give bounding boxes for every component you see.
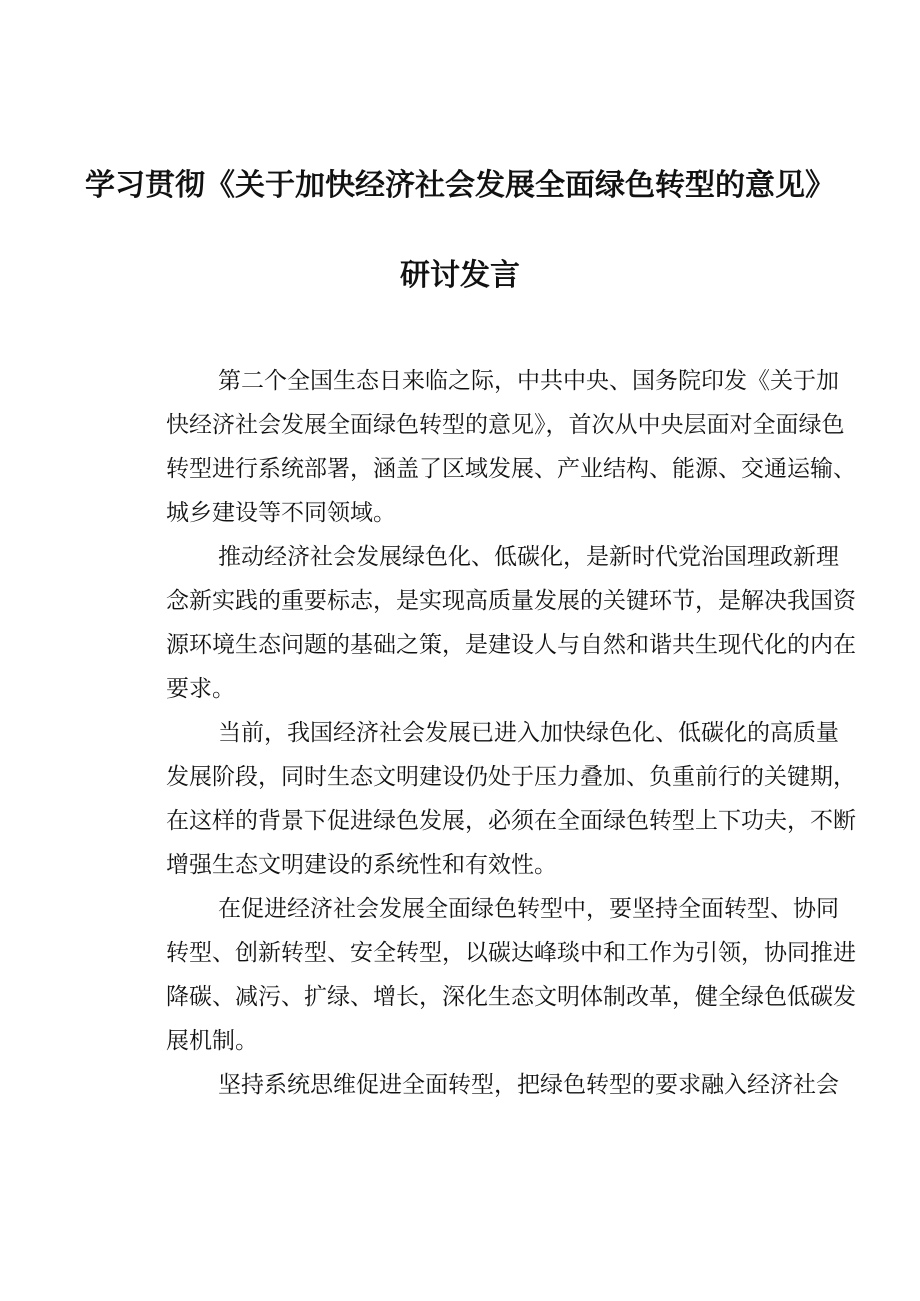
paragraph-3 (120, 711, 856, 887)
paragraph-4 (120, 887, 856, 1063)
paragraph-line: 在这样的背景下促进绿色发展，必须在全面绿色转型上下功夫，不断 (166, 808, 856, 834)
paragraph-line: 坚持系统思维促进全面转型，把绿色转型的要求融入经济社会 (218, 1072, 839, 1098)
paragraph-line: 城乡建设等不同领域。 (166, 500, 396, 526)
paragraph-line: 展机制。 (166, 1028, 258, 1054)
paragraph-line: 发展阶段，同时生态文明建设仍处于压力叠加、负重前行的关键期， (166, 764, 856, 790)
document-title-line-2: 研讨发言 (400, 258, 520, 293)
paragraph-line: 源环境生态问题的基础之策，是建设人与自然和谐共生现代化的内在 (166, 632, 856, 658)
paragraph-line: 增强生态文明建设的系统性和有效性。 (166, 852, 557, 878)
paragraph-5 (120, 1063, 839, 1107)
paragraph-2 (120, 535, 856, 711)
paragraph-line: 降碳、减污、扩绿、增长，深化生态文明体制改革，健全绿色低碳发 (166, 984, 856, 1010)
paragraph-line: 转型、创新转型、安全转型，以碳达峰琰中和工作为引领，协同推进 (166, 940, 856, 966)
document-body (120, 359, 856, 1107)
paragraph-line: 转型进行系统部署，涵盖了区域发展、产业结构、能源、交通运输、 (166, 456, 856, 482)
paragraph-line: 要求。 (166, 676, 235, 702)
paragraph-1 (120, 359, 856, 535)
paragraph-line: 在促进经济社会发展全面绿色转型中，要坚持全面转型、协同 (218, 896, 839, 922)
paragraph-line: 第二个全国生态日来临之际，中共中央、国务院印发《关于加 (218, 368, 839, 394)
paragraph-line: 快经济社会发展全面绿色转型的意见》，首次从中央层面对全面绿色 (166, 412, 845, 438)
document-title-line-1: 学习贯彻《关于加快经济社会发展全面绿色转型的意见》 (85, 168, 835, 203)
paragraph-line: 念新实践的重要标志，是实现高质量发展的关键环节，是解决我国资 (166, 588, 856, 614)
paragraph-line: 当前，我国经济社会发展已进入加快绿色化、低碳化的高质量 (218, 720, 839, 746)
paragraph-line: 推动经济社会发展绿色化、低碳化，是新时代党治国理政新理 (218, 544, 839, 570)
